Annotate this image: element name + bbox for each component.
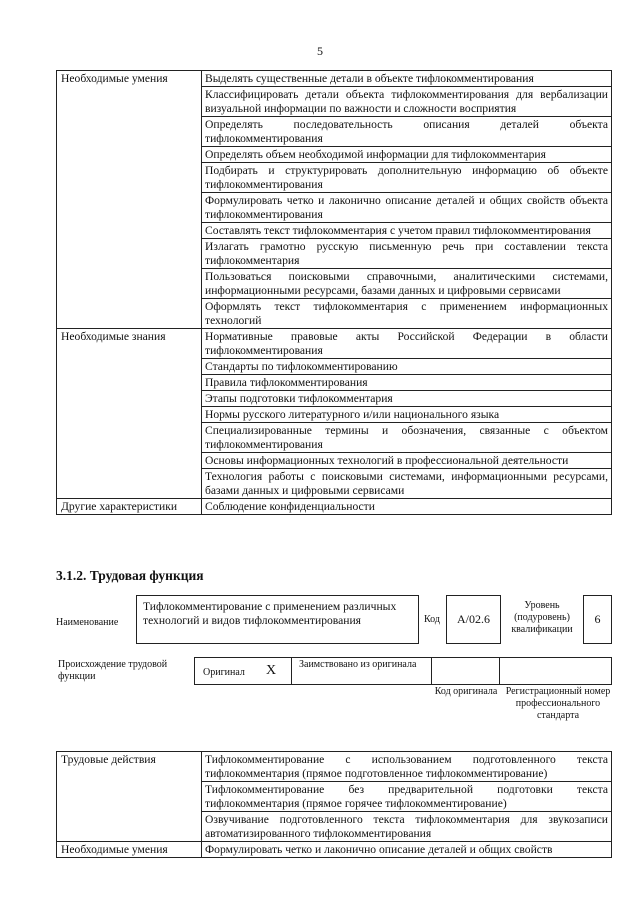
table-cell: Тифлокомментирование без предварительной подготовки текста тифлокомментария (прямое горячее тифлокомментирование)	[202, 782, 612, 812]
actions-table	[56, 751, 612, 858]
category-cell: Необходимые знания	[57, 329, 202, 499]
page-number: 5	[317, 44, 323, 58]
code-label: Код	[424, 614, 440, 625]
table-cell: Нормативные правовые акты Российской Федерации в области тифлокомментирования	[202, 329, 612, 359]
divider	[291, 658, 292, 684]
table-cell: Составлять текст тифлокомментария с учетом правил тифлокомментирования	[202, 223, 612, 239]
origin-label: Происхождение трудовой функции	[58, 659, 168, 682]
table-cell: Излагать грамотно русскую письменную речь при составлении текста тифлокомментария	[202, 239, 612, 269]
table-cell: Основы информационных технологий в профессиональной деятельности	[202, 453, 612, 469]
table-cell: Тифлокомментирование с использованием подготовленного текста тифлокомментария (прямое подготовленное тифлокомментирование)	[202, 752, 612, 782]
table-cell: Стандарты по тифлокомментированию	[202, 359, 612, 375]
level-label: Уровень (подуровень) квалификации	[511, 600, 573, 635]
table-cell: Классифицировать детали объекта тифлокомментирования для вербализации визуальной информации по важности и сложности восприятия	[202, 87, 612, 117]
origin-code-caption: Код оригинала	[434, 686, 498, 697]
table-cell: Соблюдение конфиденциальности	[202, 499, 612, 515]
table-cell: Специализированные термины и обозначения, связанные с объектом тифлокомментирования	[202, 423, 612, 453]
table-row	[57, 752, 612, 782]
table-row	[57, 329, 612, 359]
divider	[431, 658, 432, 684]
table-cell: Формулировать четко и лаконично описание деталей и общих свойств	[202, 842, 612, 858]
code-value: А/02.6	[446, 595, 501, 644]
name-value: Тифлокомментирование с применением различных технологий и видов тифлокомментирования	[136, 595, 419, 644]
section-heading: 3.1.2. Трудовая функция	[56, 568, 204, 583]
table-cell: Определять последовательность описания деталей объекта тифлокомментирования	[202, 117, 612, 147]
divider	[499, 658, 500, 684]
table-row	[57, 499, 612, 515]
table-cell: Правила тифлокомментирования	[202, 375, 612, 391]
level-value: 6	[583, 595, 612, 644]
table-cell: Озвучивание подготовленного текста тифлокомментария для звукозаписи автоматизированного тифлокомментирования	[202, 812, 612, 842]
origin-box	[194, 657, 612, 685]
table-cell: Пользоваться поисковыми справочными, аналитическими системами, информационными ресурсами, базами данных и цифровыми сервисами	[202, 269, 612, 299]
table-cell: Нормы русского литературного и/или национального языка	[202, 407, 612, 423]
category-cell: Необходимые умения	[57, 71, 202, 329]
original-label: Оригинал	[203, 667, 245, 678]
table-cell: Выделять существенные детали в объекте тифлокомментирования	[202, 71, 612, 87]
table-cell: Определять объем необходимой информации для тифлокомментария	[202, 147, 612, 163]
table-cell: Формулировать четко и лаконично описание деталей и общих свойств объекта тифлокомментирования	[202, 193, 612, 223]
skills-table	[56, 70, 612, 515]
table-row	[57, 71, 612, 87]
borrowed-label: Заимствовано из оригинала	[299, 659, 417, 670]
table-cell: Технология работы с поисковыми системами, информационными ресурсами, базами данных и цифровыми сервисами	[202, 469, 612, 499]
category-cell: Трудовые действия	[57, 752, 202, 842]
table-cell: Оформлять текст тифлокомментария с применением информационных технологий	[202, 299, 612, 329]
reg-number-caption: Регистрационный номер профессионального стандарта	[505, 686, 611, 721]
category-cell: Другие характеристики	[57, 499, 202, 515]
table-cell: Этапы подготовки тифлокомментария	[202, 391, 612, 407]
category-cell: Необходимые умения	[57, 842, 202, 858]
original-mark: X	[266, 663, 277, 678]
name-label: Наименование	[56, 617, 119, 628]
table-cell: Подбирать и структурировать дополнительную информацию об объекте тифлокомментирования	[202, 163, 612, 193]
table-row	[57, 842, 612, 858]
